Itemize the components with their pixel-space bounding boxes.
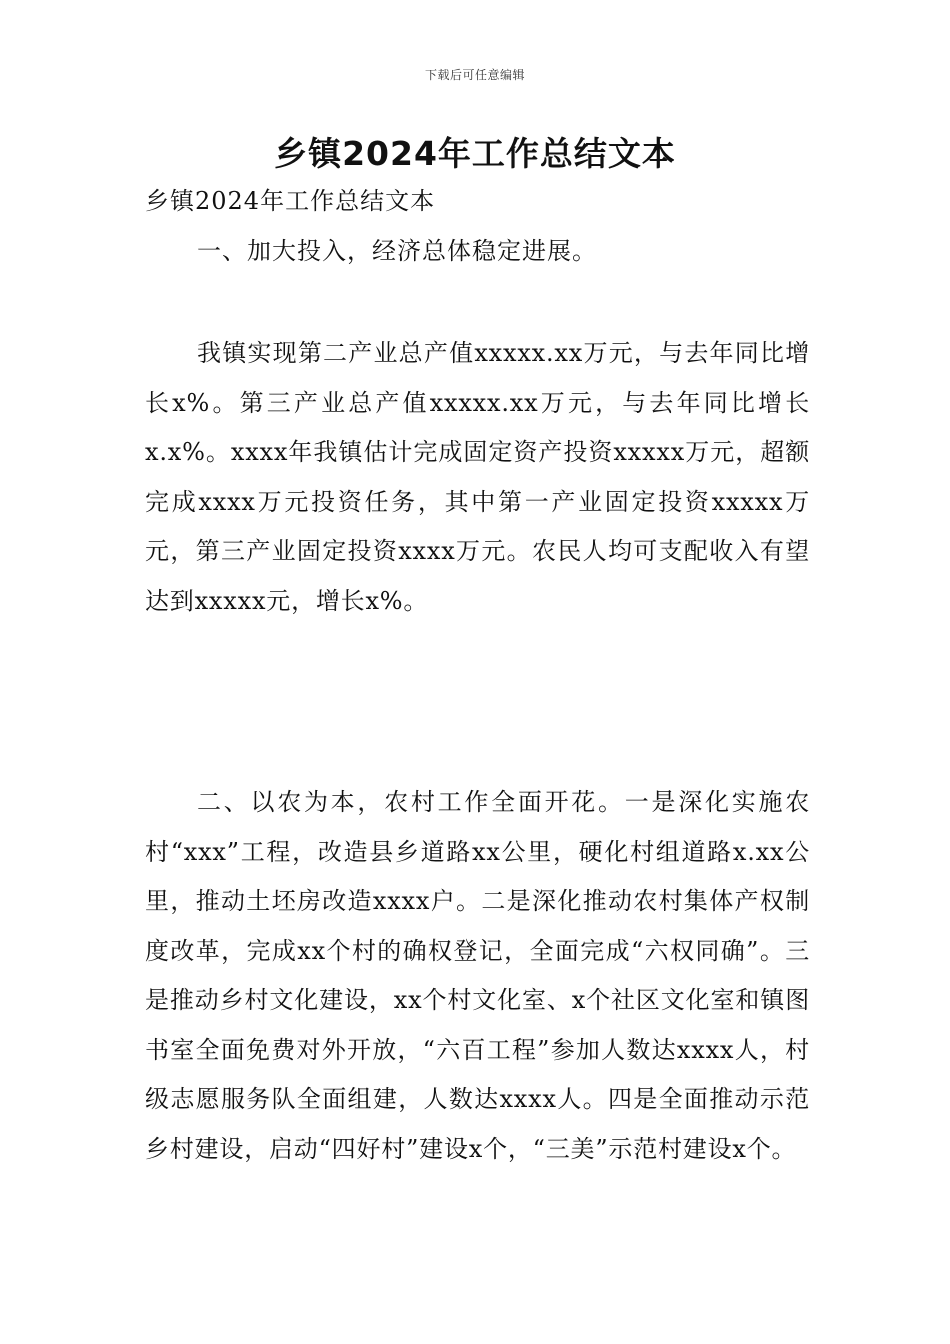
paragraph-economy: 我镇实现第二产业总产值xxxxx.xx万元，与去年同比增长x%。第三产业总产值xxxxx.xx万元，与去年同比增长x.x%。xxxx年我镇估计完成固定资产投资xxxxx万元，超额完成xxxx万元投资任务，其中第一产业固定投资xxxxx万元，第三产业固定投资xxxx万元。农民人均可支配收入有望达到xxxxx元，增长x%。 — [145, 339, 810, 615]
document-subtitle: 乡镇2024年工作总结文本 — [145, 187, 436, 215]
document-title: 乡镇2024年工作总结文本 — [274, 134, 676, 173]
header-note: 下载后可任意编辑 — [424, 68, 525, 82]
paragraph-rural-work: 二、以农为本，农村工作全面开花。一是深化实施农村“xxx”工程，改造县乡道路xx公里，硬化村组道路x.xx公里，推动土坯房改造xxxx户。二是深化推动农村集体产权制度改革，完成xx个村的确权登记，全面完成“六权同确”。三是推动乡村文化建设，xx个村文化室、x个社区文化室和镇图书室全面免费对外开放，“六百工程”参加人数达xxxx人，村级志愿服务队全面组建，人数达xxxx人。四是全面推动示范乡村建设，启动“四好村”建设x个，“三美”示范村建设x个。 — [145, 788, 810, 1163]
section-heading-1: 一、加大投入，经济总体稳定进展。 — [197, 237, 597, 265]
